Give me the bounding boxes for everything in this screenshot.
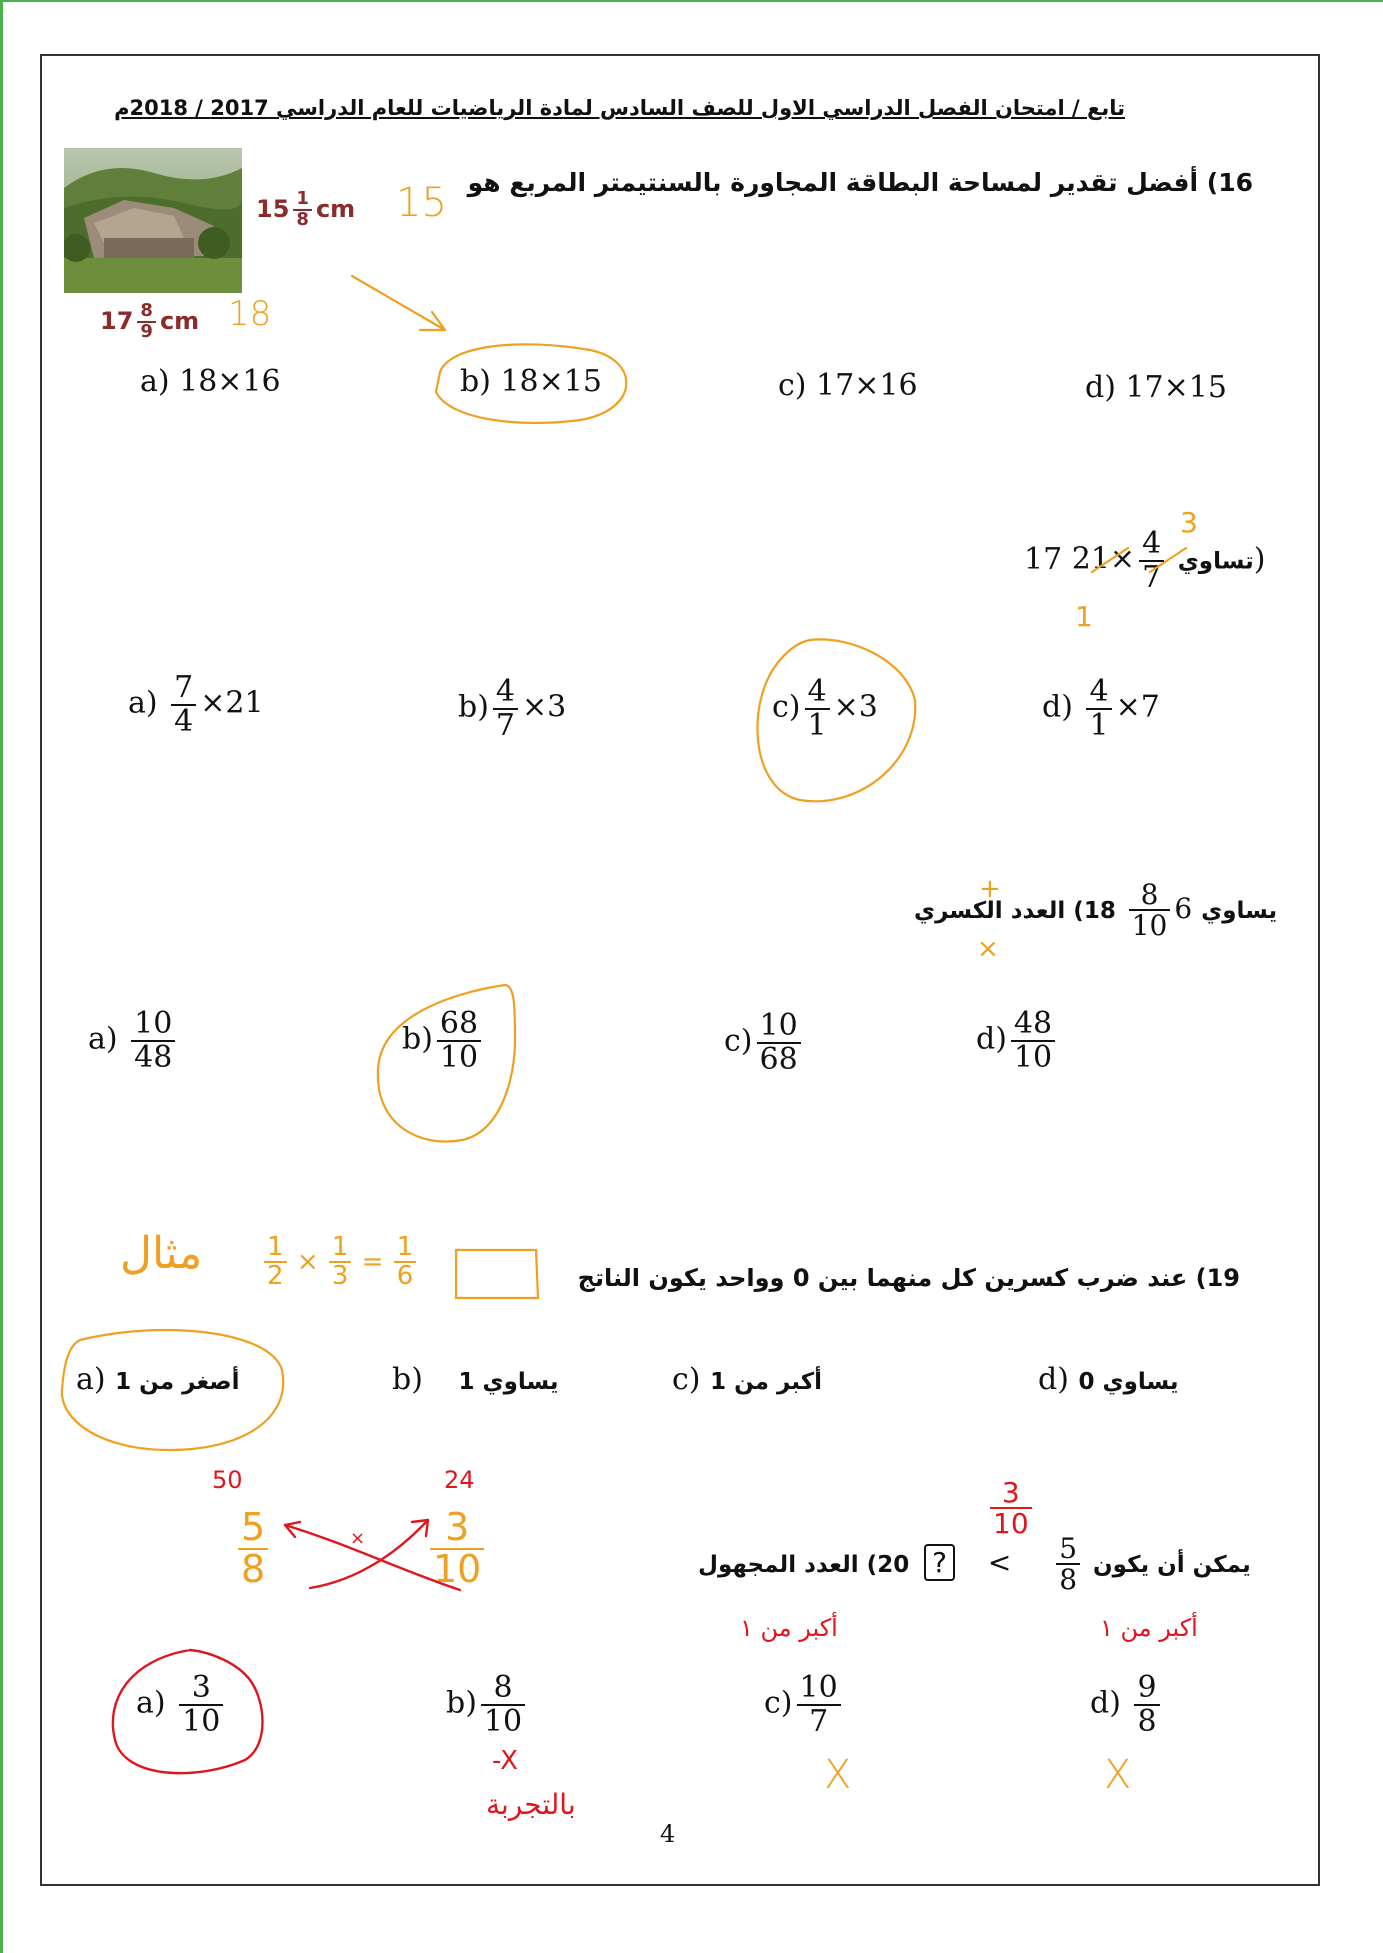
page-edge-top	[0, 0, 1383, 2]
hand-note-greater-1a: أكبر من ١	[740, 1614, 838, 1642]
question-20-expression: يمكن أن يكون $\frac{5}{8}$ > ? 20) العدد المجهول	[698, 1532, 1251, 1597]
hand-note-15: 15	[396, 180, 447, 226]
hand-note-plus: +	[979, 874, 1001, 904]
hand-note-trial: بالتجربة	[486, 1788, 576, 1821]
page-number: 4	[660, 1820, 676, 1848]
hand-note-3-10: $\frac{3}{10}$	[986, 1478, 1036, 1539]
hand-note-x-c: X	[824, 1752, 852, 1798]
q19-option-d[interactable]: d) يساوي 0	[1038, 1362, 1179, 1397]
hand-note-50: 50	[212, 1466, 243, 1494]
hand-note-minus-x: -X	[492, 1746, 518, 1776]
hand-note-greater-1b: أكبر من ١	[1100, 1614, 1198, 1642]
q16-option-c[interactable]: c) 17×16	[778, 368, 918, 403]
q16-option-a[interactable]: a) 18×16	[140, 364, 281, 399]
q20-option-b[interactable]: b) $\frac{8}{10}$	[446, 1672, 529, 1737]
house-photo-card	[64, 148, 242, 293]
question-18-expression: يساوي 6 $\frac{8}{10}$ 18) العدد الكسري	[914, 878, 1278, 943]
hand-note-calc: $\frac{1}{2}$ × $\frac{1}{3}$ = $\frac{1}{6}$	[262, 1234, 418, 1291]
hand-note-3: 3	[1180, 506, 1198, 539]
q17-option-d[interactable]: d) $\frac{4}{1}$ ×7	[1042, 674, 1160, 743]
q18-option-d[interactable]: d) $\frac{48}{10}$	[976, 1008, 1059, 1073]
q19-option-b[interactable]: b) يساوي 1	[392, 1362, 559, 1397]
q16-option-d[interactable]: d) 17×15	[1085, 370, 1227, 405]
q17-option-a[interactable]: a) $\frac{7}{4}$ ×21	[128, 670, 264, 739]
q20-option-c[interactable]: c) $\frac{10}{7}$	[764, 1672, 845, 1737]
q19-option-c[interactable]: c) أكبر من 1	[672, 1362, 822, 1397]
page-header: تابع / امتحان الفصل الدراسي الاول للصف السادس لمادة الرياضيات للعام الدراسي 2017 / 2018م	[114, 96, 1125, 120]
card-width-label: 17 $\frac{8}{9}$ cm	[100, 300, 200, 342]
q16-option-b[interactable]: b) 18×15	[460, 364, 602, 399]
hand-note-24: 24	[444, 1466, 475, 1494]
q18-option-a[interactable]: a) $\frac{10}{48}$	[88, 1008, 179, 1073]
q17-option-b[interactable]: b) $\frac{4}{7}$ ×3	[458, 674, 567, 743]
hand-note-cross-5-8: $\frac{5}{8}$	[234, 1508, 272, 1590]
card-height-label: 15 $\frac{1}{8}$ cm	[256, 188, 356, 230]
hand-note-cross-times: ×	[350, 1528, 366, 1549]
q18-option-b[interactable]: b) $\frac{68}{10}$	[402, 1008, 485, 1073]
q19-option-a[interactable]: a) أصغر من 1	[76, 1362, 240, 1397]
q18-option-c[interactable]: c) $\frac{10}{68}$	[724, 1010, 805, 1075]
hand-note-18: 18	[228, 294, 272, 334]
question-16-text: 16) أفضل تقدير لمساحة البطاقة المجاورة بالسنتيمتر المربع هو	[467, 168, 1253, 197]
q20-option-d[interactable]: d) $\frac{9}{8}$	[1090, 1672, 1164, 1737]
question-19-text: 19) عند ضرب كسرين كل منهما بين 0 وواحد يكون الناتج	[577, 1264, 1240, 1292]
page-edge-left	[0, 0, 3, 1953]
q17-option-c[interactable]: c) $\frac{4}{1}$ ×3	[772, 674, 878, 743]
hand-note-example: مثال	[120, 1228, 203, 1279]
hand-note-times: ×	[977, 934, 999, 964]
hand-note-cross-3-10: $\frac{3}{10}$	[426, 1508, 488, 1590]
hand-note-1: 1	[1075, 600, 1093, 633]
q20-option-a[interactable]: a) $\frac{3}{10}$	[136, 1672, 227, 1737]
question-17-expression: تساوي $\frac{4}{7}$ ×21 17)	[1024, 526, 1266, 595]
hand-note-x-d: X	[1104, 1752, 1132, 1798]
